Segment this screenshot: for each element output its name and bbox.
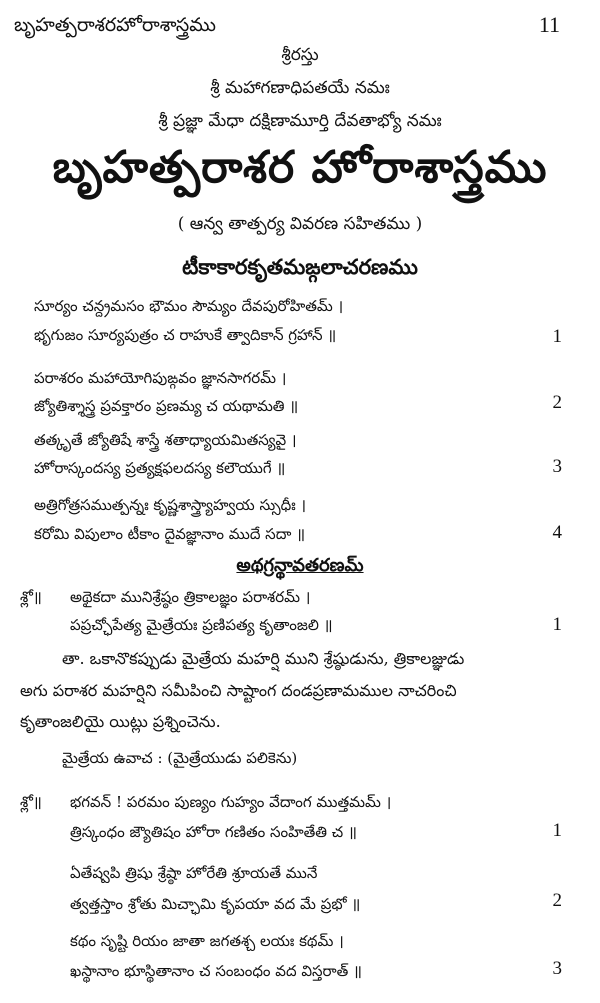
verse-line: భృగుజం సూర్యపుత్రం చ రాహుకే త్వాదికాన్ గ్రహాన్ ॥	[34, 326, 337, 344]
invocation-line: శ్రీరస్తు	[281, 45, 319, 65]
verse-line: ఏతేష్వపి త్రిషు శ్రేష్ఠా హోరేతి శ్రూయతే మునే	[70, 864, 318, 882]
verse-number: 1	[552, 820, 562, 841]
book-subtitle: ( ఆన్వ తాత్పర్య వివరణ సహితము )	[177, 214, 423, 234]
invocation-line: శ్రీ ప్రజ్ఞా మేధా దక్షిణామూర్తి దేవతాభ్యో నమః	[158, 111, 442, 131]
verse-line: జ్యోతిశ్శాస్త్ర ప్రవక్తారం ప్రణమ్య చ యథామతి ॥	[34, 397, 299, 415]
verse-number: 3	[552, 456, 562, 477]
verse-number: 4	[552, 522, 562, 543]
verse-line: పరాశరం మహాయోగిపుఙ్గవం జ్ఞానసాగరమ్ ।	[34, 369, 287, 387]
verse-number: 2	[552, 392, 562, 413]
verse-line: హోరాస్కందస్య ప్రత్యక్షఫలదస్య కలౌయుగే ॥	[34, 459, 286, 477]
prose-line: అగు పరాశర మహర్షిని సమీపించి సాష్టాంగ దండప్రణామముల నాచరించి	[20, 681, 457, 700]
sloka-mark: శ్లో॥	[20, 588, 42, 606]
verse-line: తత్కృతే జ్యోతిషే శాస్త్రే శతాధ్యాయమితస్యవై ।	[34, 431, 297, 449]
running-title: బృహత్పరాశరహోరాశాస్త్రము	[14, 14, 216, 36]
uvacha-line: మైత్రేయ ఉవాచ : (మైత్రేయుడు పలికెను)	[62, 749, 298, 767]
prose-line: కృతాంజలియై యిట్లు ప్రశ్నించెను.	[20, 712, 221, 731]
verse-line: అత్రిగోత్రసముత్పన్నః కృష్ణశాస్త్ర్యాహ్వయ స్సుధీః ।	[34, 496, 307, 514]
prose-line: తా. ఒకానొకప్పుడు మైత్రేయ మహర్షి ముని శ్రేష్ఠుడును, త్రికాలజ్ఞుడు	[62, 649, 465, 668]
page-number: 11	[538, 12, 560, 37]
verse-number: 3	[552, 958, 562, 979]
book-title: బృహత్పరాశర హోరాశాస్త్రము	[52, 142, 548, 193]
verse-line: త్రిస్కంధం జ్యౌతిషం హోరా గణితం సంహితేతి చ ॥	[70, 823, 357, 841]
section-heading-granthavatarana: అథగ్రన్థావతరణమ్	[236, 555, 364, 576]
verse-line: కథం సృష్టి రియం జాతా జగతశ్చ లయః కథమ్ ।	[70, 932, 344, 950]
verse-number: 2	[552, 890, 562, 911]
sloka-mark: శ్లో॥	[20, 793, 42, 811]
verse-line: సూర్యం చన్ద్రమసం భౌమం సౌమ్యం దేవపురోహితమ్ ।	[34, 297, 344, 315]
verse-line: కరోమి విపులాం టీకాం దైవజ్ఞానాం ముదే సదా ॥	[34, 525, 306, 543]
verse-line: భగవన్ ! పరమం పుణ్యం గుహ్యం వేదాంగ ముత్తమమ్ ।	[70, 793, 392, 811]
invocation-line: శ్రీ మహాగణాధిపతయే నమః	[210, 78, 390, 98]
verse-line: త్వత్తస్తాం శ్రోతు మిచ్ఛామి కృపయా వద మే ప్రభో ॥	[70, 895, 361, 913]
verse-line: అథైకదా మునిశ్రేష్ఠం త్రికాలజ్ఞం పరాశరమ్ ।	[70, 588, 311, 606]
verse-number: 1	[552, 326, 562, 347]
section-heading-mangalacharana: టీకాకారకృతమఙ్గలాచరణము	[182, 254, 418, 279]
verse-line: పప్రచ్ఛోపేత్య మైత్రేయః ప్రణిపత్య కృతాంజలి ॥	[70, 616, 333, 634]
verse-line: ఖస్థానాం భూస్థితానాం చ సంబంధం వద విస్తరాత్ ॥	[70, 962, 362, 980]
verse-number: 1	[552, 614, 562, 635]
